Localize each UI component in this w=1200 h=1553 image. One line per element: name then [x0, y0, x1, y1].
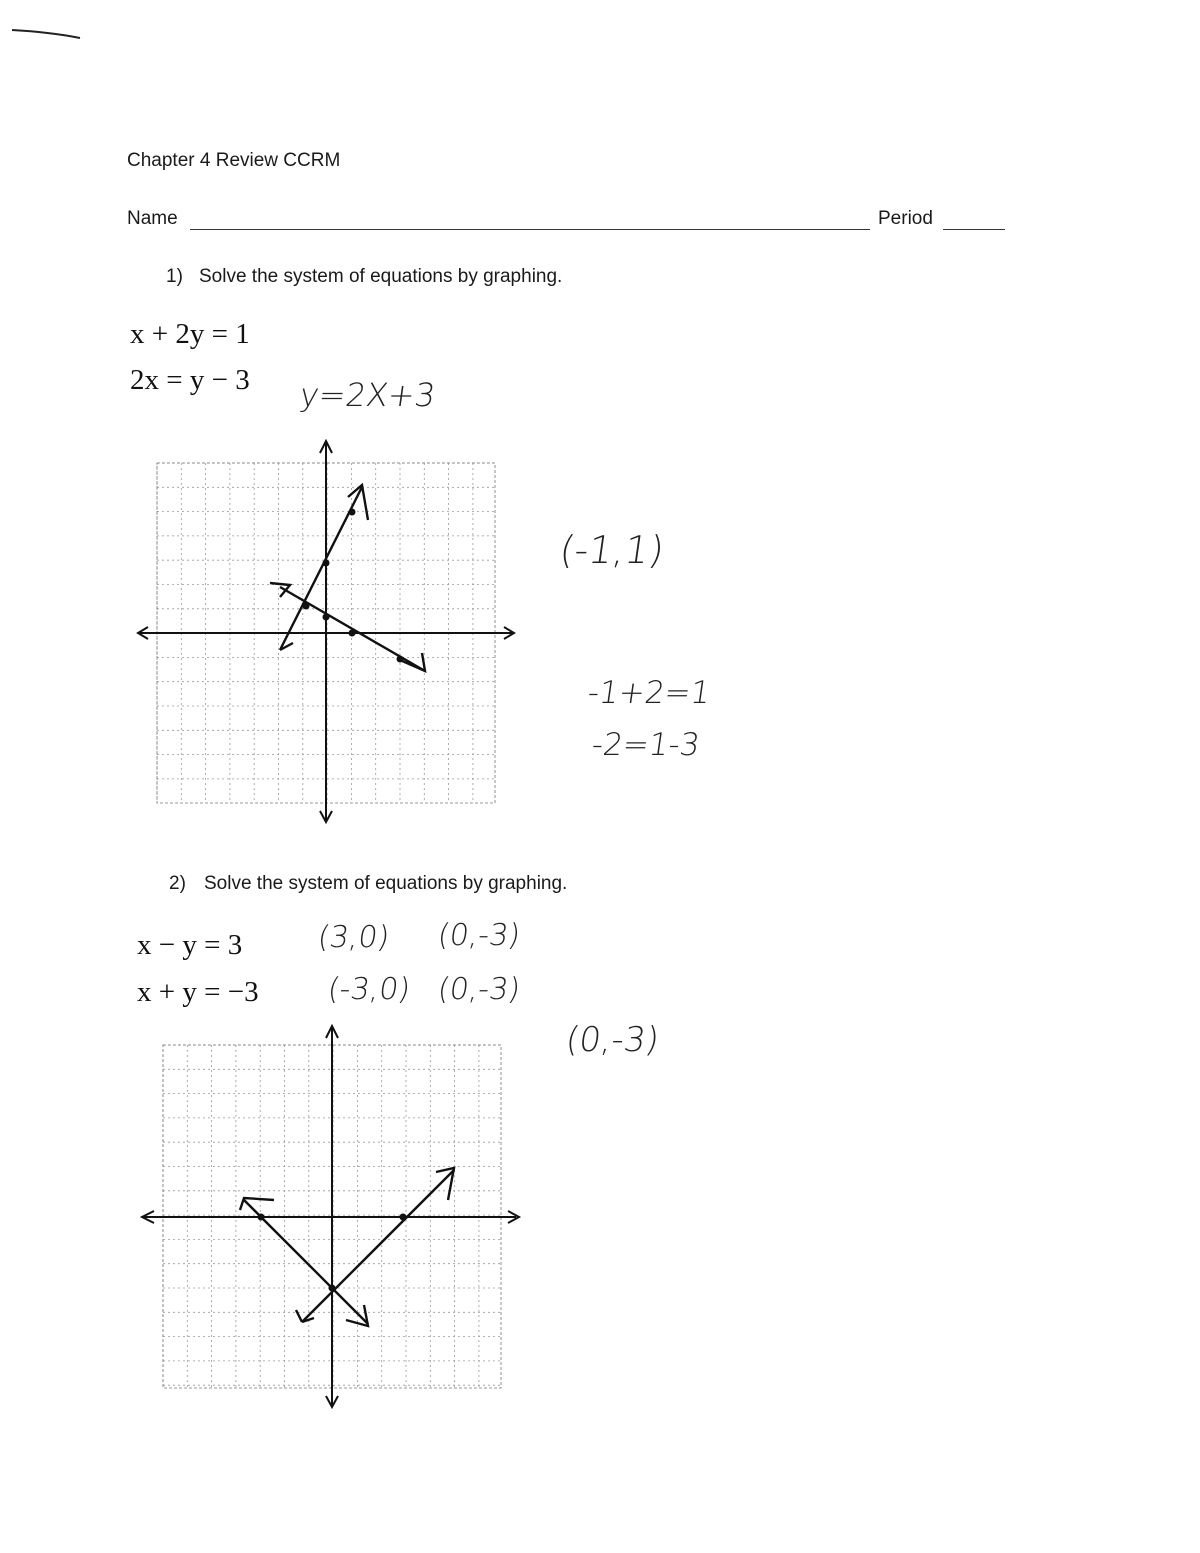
problem-2-handwritten-points-2b: (0,-3): [435, 972, 523, 1007]
period-field[interactable]: [943, 229, 1005, 230]
problem-1-line-y-equals-2x-plus-3: [280, 485, 368, 650]
problem-1-number: 1): [166, 266, 183, 287]
period-label: Period: [878, 208, 933, 229]
problem-1-prompt: Solve the system of equations by graphing.: [199, 266, 563, 287]
problem-2-handwritten-points-1a: (3,0): [315, 920, 392, 955]
problem-1-handwritten-rewrite: y=2X+3: [297, 376, 438, 414]
problem-1-equation-2: 2x = y − 3: [130, 364, 250, 396]
problem-2-graph: [136, 1020, 536, 1415]
problem-1-equation-1: x + 2y = 1: [130, 318, 250, 350]
name-field[interactable]: [190, 229, 870, 230]
problem-2-axes: [142, 1026, 519, 1407]
problem-2-handwritten-points-1b: (0,-3): [435, 918, 523, 953]
problem-2-equation-2: x + y = −3: [137, 976, 259, 1008]
stray-pen-mark: [0, 0, 100, 60]
problem-1-handwritten-check-1: -1+2=1: [585, 675, 713, 711]
problem-2-number: 2): [169, 873, 186, 894]
problem-2-handwritten-points-2a: (-3,0): [325, 972, 413, 1007]
problem-1-graph: [130, 435, 530, 830]
problem-1-handwritten-answer: (-1,1): [556, 528, 667, 572]
problem-1-handwritten-check-2: -2=1-3: [589, 727, 703, 763]
problem-1-plotted-points: [303, 509, 404, 663]
name-label: Name: [127, 208, 178, 229]
problem-2-equation-1: x − y = 3: [137, 929, 243, 961]
problem-2-handwritten-answer: (0,-3): [563, 1020, 662, 1060]
problem-2-prompt: Solve the system of equations by graphing.: [204, 873, 568, 894]
worksheet-title: Chapter 4 Review CCRM: [127, 150, 341, 171]
problem-1-axes: [138, 441, 514, 822]
